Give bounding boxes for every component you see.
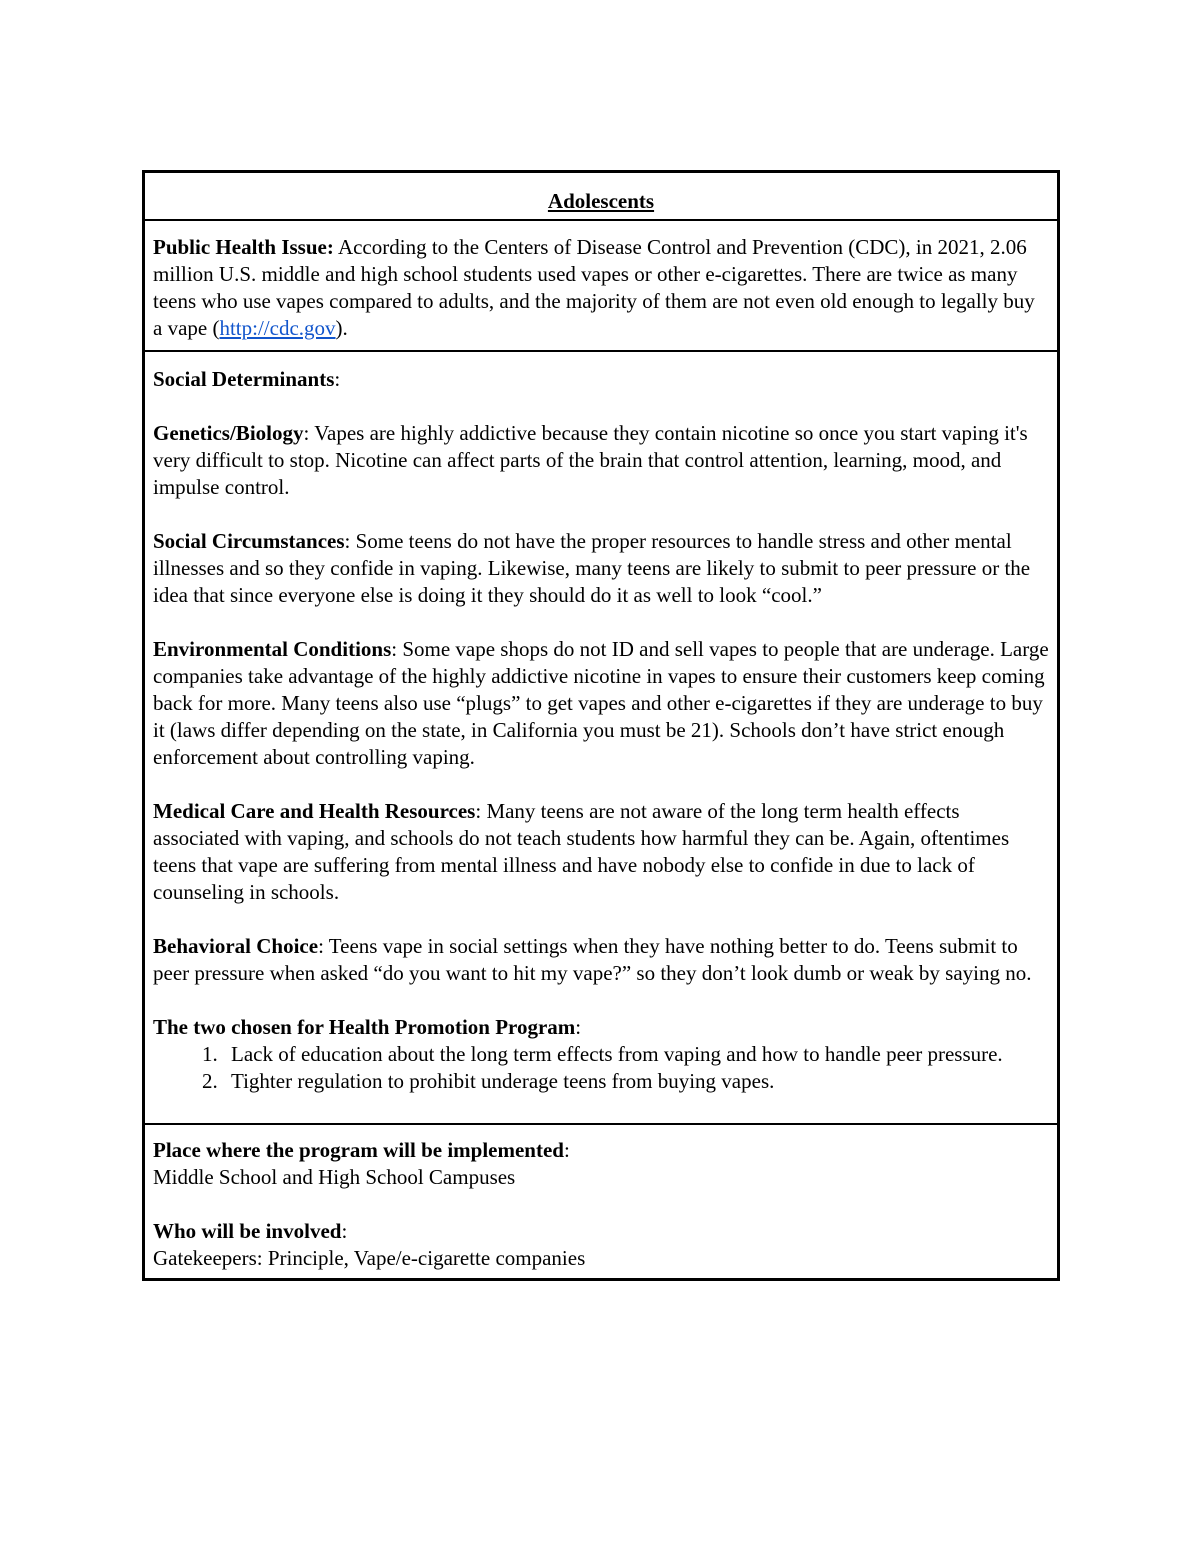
title-row (145, 173, 1057, 219)
determinant-social-circumstances (153, 528, 1049, 609)
issue-label: Public Health Issue: (153, 235, 334, 259)
determinant-text: : Teens vape in social settings when they have nothing better to do. Teens submit to peer pressure when asked “do you want to hit my vape?” so they don’t look dumb or weak by saying no. (153, 934, 1032, 985)
implementation-row (145, 1123, 1057, 1278)
determinants-heading: Social Determinants (153, 367, 335, 391)
place-heading-line (153, 1137, 1049, 1164)
determinant-text: : Some teens do not have the proper resources to handle stress and other mental illnesses and so they confide in vaping. Likewise, many teens are likely to submit to peer pressure or the idea that since everyone else is doing it they should do it as well to look “cool.” (153, 529, 1031, 607)
involved-label: Who will be involved (153, 1219, 342, 1243)
determinant-text: : Many teens are not aware of the long term health effects associated with vaping, and schools do not teach students how harmful they can be. Again, oftentimes teens that vape are suffering from mental illness and have nobody else to confide in due to lack of counseling in schools. (153, 799, 1010, 904)
determinant-label: Social Circumstances (153, 529, 345, 553)
place-value: Middle School and High School Campuses (153, 1165, 516, 1189)
issue-text: According to the Centers of Disease Control and Prevention (CDC), in 2021, 2.06 million U.S. middle and high school students used vapes or other e-cigarettes. There are twice as many teens who use vapes compared to adults, and the majority of them are not even old enough to legally buy a vape ( (153, 235, 1035, 340)
document-table (142, 170, 1060, 1281)
chosen-heading-suffix: : (575, 1015, 582, 1039)
chosen-list-item: 1. Lack of education about the long term effects from vaping and how to handle peer pressure. (223, 1041, 1049, 1068)
determinant-label: Genetics/Biology (153, 421, 304, 445)
involved-heading-line (153, 1218, 1049, 1245)
involved-suffix: : (341, 1219, 348, 1243)
determinant-label: Environmental Conditions (153, 637, 392, 661)
issue-text-end: ). (335, 316, 348, 340)
chosen-heading: The two chosen for Health Promotion Program (153, 1015, 576, 1039)
determinant-text: : Vapes are highly addictive because they contain nicotine so once you start vaping it's very difficult to stop. Nicotine can affect parts of the brain that control attention, learning, mood, and impulse control. (153, 421, 1028, 499)
determinant-environmental (153, 636, 1049, 771)
determinant-behavioral-choice (153, 933, 1049, 987)
chosen-heading-line (153, 1014, 1049, 1041)
determinant-label: Behavioral Choice (153, 934, 319, 958)
cdc-link[interactable]: http://cdc.gov (219, 316, 336, 340)
determinant-medical-care (153, 798, 1049, 906)
public-health-issue-row (145, 219, 1057, 350)
involved-value: Gatekeepers: Principle, Vape/e-cigarette companies (153, 1246, 586, 1270)
determinants-heading-suffix: : (334, 367, 341, 391)
determinant-text: : Some vape shops do not ID and sell vapes to people that are underage. Large companies take advantage of the highly addictive nicotine in vapes to ensure their customers keep coming back for more. Many teens also use “plugs” to get vapes and other e-cigarettes if they are underage to buy it (laws differ depending on the state, in California you must be 21). Schools don’t have strict enough enforcement about controlling vaping. (153, 637, 1049, 769)
chosen-list-item: 2. Tighter regulation to prohibit underage teens from buying vapes. (223, 1068, 1049, 1095)
determinant-label: Medical Care and Health Resources (153, 799, 476, 823)
document-title: Adolescents (547, 189, 655, 213)
issue-paragraph (153, 234, 1049, 342)
determinants-heading-line (153, 366, 1049, 393)
determinant-genetics (153, 420, 1049, 501)
social-determinants-row (145, 350, 1057, 1123)
place-suffix: : (563, 1138, 570, 1162)
chosen-list (153, 1041, 1049, 1095)
place-label: Place where the program will be implemented (153, 1138, 564, 1162)
